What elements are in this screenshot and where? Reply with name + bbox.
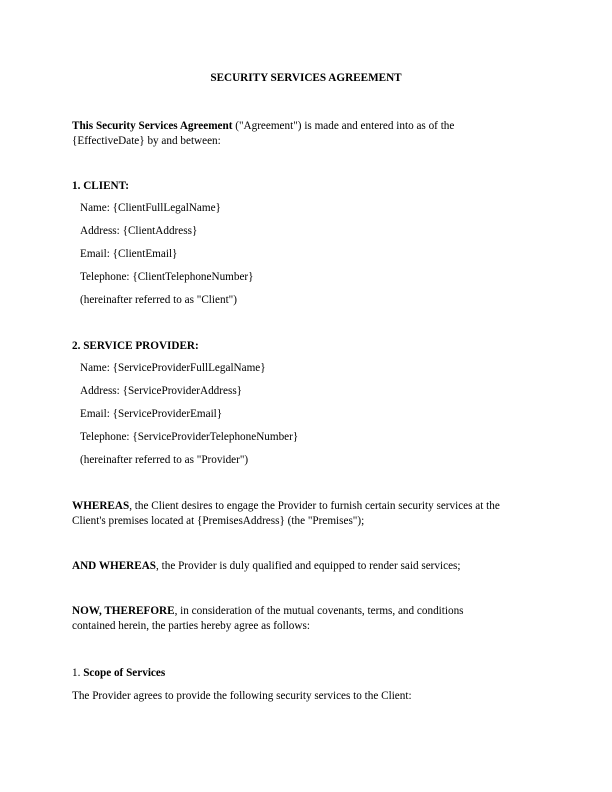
whereas-line-1	[72, 500, 500, 513]
therefore-text: , in consideration of the mutual covenants, terms, and conditions	[174, 605, 464, 617]
and-whereas-text: , the Provider is duly qualified and equipped to render said services;	[156, 560, 461, 572]
and-whereas-line	[72, 560, 461, 573]
client-email: Email: {ClientEmail}	[80, 248, 178, 260]
provider-heading: 2. SERVICE PROVIDER:	[72, 340, 199, 352]
provider-name: Name: {ServiceProviderFullLegalName}	[80, 362, 266, 374]
provider-email: Email: {ServiceProviderEmail}	[80, 408, 223, 420]
whereas-lead: WHEREAS	[72, 500, 130, 512]
intro-line-1	[72, 120, 454, 133]
section-1-title: Scope of Services	[83, 667, 166, 679]
provider-telephone: Telephone: {ServiceProviderTelephoneNumber}	[80, 431, 299, 443]
intro-text: ("Agreement") is made and entered into as of the	[232, 120, 455, 132]
therefore-line-1	[72, 605, 464, 618]
and-whereas-lead: AND WHEREAS	[72, 560, 157, 572]
client-telephone: Telephone: {ClientTelephoneNumber}	[80, 271, 254, 283]
client-referred: (hereinafter referred to as "Client")	[80, 294, 237, 306]
provider-address: Address: {ServiceProviderAddress}	[80, 385, 243, 397]
document-title: SECURITY SERVICES AGREEMENT	[210, 72, 402, 84]
intro-line-2: {EffectiveDate} by and between:	[72, 135, 221, 147]
whereas-line-2: Client's premises located at {PremisesAddress} (the "Premises");	[72, 515, 365, 527]
client-name: Name: {ClientFullLegalName}	[80, 202, 221, 214]
whereas-text: , the Client desires to engage the Provider to furnish certain security services at the	[129, 500, 500, 512]
section-1-body: The Provider agrees to provide the following security services to the Client:	[72, 690, 412, 702]
provider-referred: (hereinafter referred to as "Provider")	[80, 454, 249, 466]
section-1-heading	[72, 667, 165, 680]
client-address: Address: {ClientAddress}	[80, 225, 198, 237]
intro-lead: This Security Services Agreement	[72, 120, 233, 132]
therefore-lead: NOW, THEREFORE	[72, 605, 175, 617]
therefore-line-2: contained herein, the parties hereby agree as follows:	[72, 620, 310, 632]
client-heading: 1. CLIENT:	[72, 180, 129, 192]
section-1-number: 1.	[72, 667, 84, 679]
